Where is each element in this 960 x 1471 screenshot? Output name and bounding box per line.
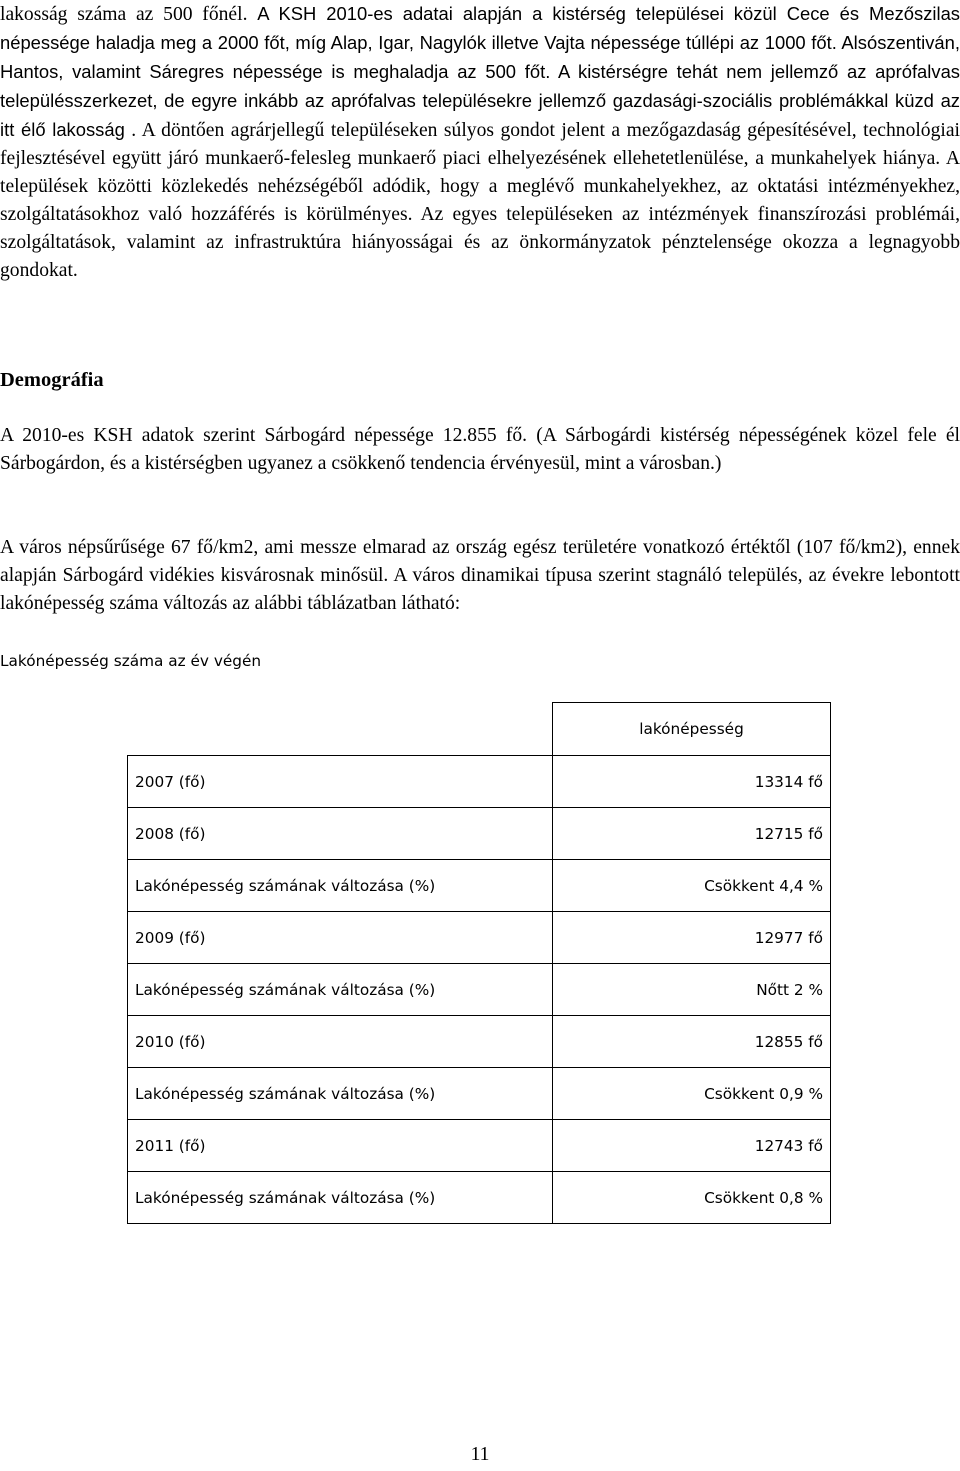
table-row-label: Lakónépesség számának változása (%)	[128, 1068, 553, 1120]
table-row-value: Csökkent 4,4 %	[553, 860, 831, 912]
table-row-label: Lakónépesség számának változása (%)	[128, 860, 553, 912]
paragraph-population: A 2010-es KSH adatok szerint Sárbogárd népessége 12.855 fő. (A Sárbogárdi kistérség népességének közel fele él Sárbogárdon, és a kistérségben ugyanez a csökkenő tendencia érvényesül, mint a városban.)	[0, 425, 960, 474]
paragraph-settlements	[0, 0, 960, 285]
paragraph-density: A város népsűrűsége 67 fő/km2, ami messze elmarad az ország egész területére vonatkozó értéktől (107 fő/km2), ennek alapján Sárbogárd vidékies kisvárosnak minősül. A város dinamikai típusa szerint stagnáló település, az évekre lebontott lakónépesség száma változás az alábbi táblázatban látható:	[0, 537, 960, 614]
population-table-body	[128, 703, 831, 1224]
table-row-label: Lakónépesség számának változása (%)	[128, 1172, 553, 1224]
table-row-value: 12977 fő	[553, 912, 831, 964]
population-table	[127, 702, 831, 1224]
table-row-label: 2009 (fő)	[128, 912, 553, 964]
table-row-value: Nőtt 2 %	[553, 964, 831, 1016]
table-row	[128, 1120, 831, 1172]
table-row-value: 13314 fő	[553, 756, 831, 808]
table-row-value: 12715 fő	[553, 808, 831, 860]
table-row-label: 2011 (fő)	[128, 1120, 553, 1172]
table-row-value: Csökkent 0,9 %	[553, 1068, 831, 1120]
table-caption: Lakónépesség száma az év végén	[0, 652, 262, 670]
table-row-label: 2008 (fő)	[128, 808, 553, 860]
table-row-value: 12855 fő	[553, 1016, 831, 1068]
table-row	[128, 860, 831, 912]
table-row	[128, 1016, 831, 1068]
table-column-header: lakónépesség	[553, 703, 831, 756]
table-row-label: Lakónépesség számának változása (%)	[128, 964, 553, 1016]
table-row	[128, 912, 831, 964]
table-row	[128, 1068, 831, 1120]
paragraph-settlements-start: lakosság száma az 500 főnél.	[0, 4, 258, 25]
table-row-value: Csökkent 0,8 %	[553, 1172, 831, 1224]
table-row-value: 12743 fő	[553, 1120, 831, 1172]
table-header-empty-cell	[128, 703, 553, 756]
table-row	[128, 808, 831, 860]
population-table-wrapper	[127, 702, 830, 1224]
paragraph-settlements-sans: A KSH 2010-es adatai alapján a kistérség települései közül Cece és Mezőszilas népessége haladja meg a 2000 főt, míg Alap, Igar, Nagylók illetve Vajta népessége túllépi az 1000 főt. Alsószentiván, Hantos, valamint Sáregres népessége is meghaladja az 500 főt. A kistérségre tehát nem jellemző az aprófalvas településszerkezet, de egyre inkább az aprófalvas településekre jellemző gazdasági-szociális problémákkal küzd az itt élő lakosság	[0, 3, 960, 140]
table-row-label: 2010 (fő)	[128, 1016, 553, 1068]
table-row	[128, 756, 831, 808]
section-heading-demografia: Demográfia	[0, 369, 104, 391]
table-row	[128, 964, 831, 1016]
table-row-label: 2007 (fő)	[128, 756, 553, 808]
paragraph-settlements-rest: . A döntően agrárjellegű településeken súlyos gondot jelent a mezőgazdaság gépesítésével, technológiai fejlesztésével együtt járó munkaerő-felesleg munkaerő piaci elhelyezésének ellehetetlenülése, a munkahelyek hiánya. A települések közötti közlekedés nehézségéből adódik, hogy a meglévő munkahelyekhez, az oktatási intézményekhez, szolgáltatásokhoz való hozzáférés is körülményes. Az egyes településeken az intézmények finanszírozási problémái, szolgáltatások, valamint az infrastruktúra hiányosságai és az önkormányzatok pénztelensége okozza a legnagyobb gondokat.	[0, 120, 960, 281]
page-number: 11	[470, 1444, 490, 1465]
table-header-row	[128, 703, 831, 756]
table-row	[128, 1172, 831, 1224]
